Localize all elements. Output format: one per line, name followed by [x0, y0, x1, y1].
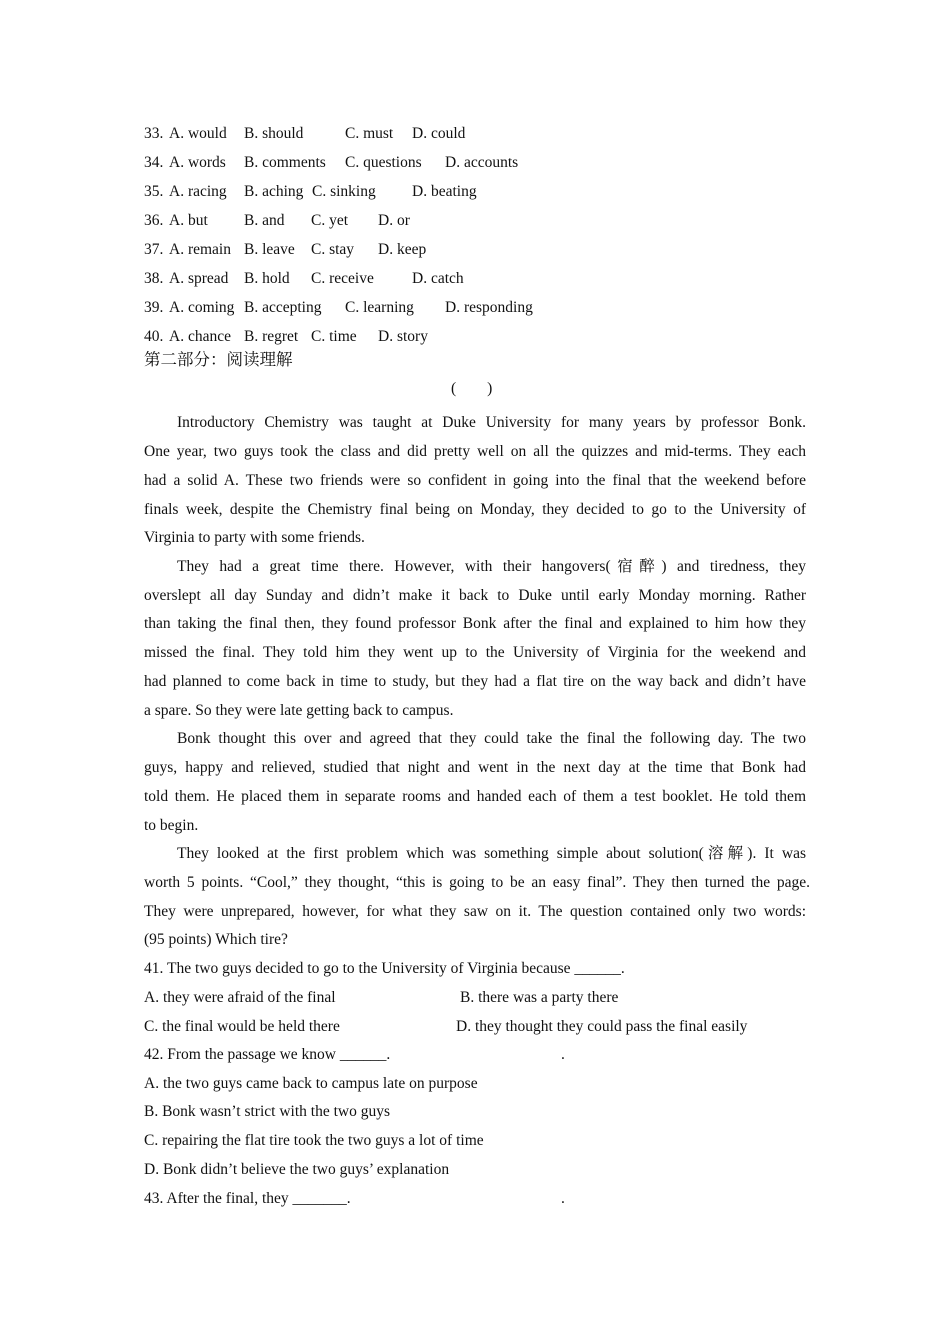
- choice-b: B. aching: [244, 183, 304, 200]
- passage-line: finals week, despite the Chemistry final being on Monday, they decided to go to the University of: [144, 501, 806, 518]
- passage-line: (95 points) Which tire?: [144, 931, 288, 948]
- choice-b: B. and: [244, 212, 285, 229]
- passage-line: They had a great time there. However, with their hangovers(宿醉) and tiredness, they: [177, 558, 806, 575]
- question-stem: 41. The two guys decided to go to the University of Virginia because ______.: [144, 960, 625, 977]
- passage-line: told them. He placed them in separate rooms and handed each of them a test booklet. He told them: [144, 788, 806, 805]
- choice-b: B. hold: [244, 270, 290, 287]
- passage-line: One year, two guys took the class and did pretty well on all the quizzes and mid-terms. They each: [144, 443, 806, 460]
- passage-line: overslept all day Sunday and didn’t make it back to Duke until early Monday morning. Rather: [144, 587, 806, 604]
- choice-d: D. accounts: [445, 154, 519, 171]
- choice-a: A. coming: [169, 299, 235, 316]
- choice-c: C. yet: [311, 212, 349, 229]
- choice-a: A. the two guys came back to campus late on purpose: [144, 1075, 478, 1092]
- choice-d: D. beating: [412, 183, 477, 200]
- choice-b: B. Bonk wasn’t strict with the two guys: [144, 1103, 390, 1120]
- choice-c: C. receive: [311, 270, 374, 287]
- question-number: 40.: [144, 328, 164, 345]
- passage-line: had planned to come back in time to study, but they had a flat tire on the way back and didn’t have: [144, 673, 806, 690]
- choice-b: B. should: [244, 125, 304, 142]
- choice-c: C. the final would be held there: [144, 1018, 340, 1035]
- question-number: 36.: [144, 212, 164, 229]
- choice-b: B. comments: [244, 154, 326, 171]
- choice-c: C. questions: [345, 154, 422, 171]
- passage-line: worth 5 points. “Cool,” they thought, “this is going to be an easy final”. They then turned the page.: [144, 874, 810, 891]
- passage-line: than taking the final then, they found professor Bonk after the final and explained to him how they: [144, 615, 806, 632]
- passage-line: guys, happy and relieved, studied that night and went in the next day at the time that Bonk had: [144, 759, 806, 776]
- choice-a: A. they were afraid of the final: [144, 989, 336, 1006]
- choice-c: C. learning: [345, 299, 414, 316]
- choice-c: C. time: [311, 328, 357, 345]
- passage-marker: ( ): [451, 380, 493, 397]
- question-number: 37.: [144, 241, 164, 258]
- passage-line: They were unprepared, however, for what they saw on it. The question contained only two words:: [144, 903, 806, 920]
- choice-a: A. spread: [169, 270, 229, 287]
- trailing-dot: .: [561, 1046, 565, 1063]
- choice-c: C. repairing the flat tire took the two guys a lot of time: [144, 1132, 484, 1149]
- choice-a: A. would: [169, 125, 227, 142]
- choice-c: C. sinking: [312, 183, 376, 200]
- choice-a: A. words: [169, 154, 226, 171]
- passage-line: had a solid A. These two friends were so confident in going into the final that the weekend before: [144, 472, 806, 489]
- choice-a: A. but: [169, 212, 208, 229]
- question-stem: 43. After the final, they _______.: [144, 1190, 351, 1207]
- choice-a: A. chance: [169, 328, 231, 345]
- choice-c: C. stay: [311, 241, 355, 258]
- choice-d: D. or: [378, 212, 410, 229]
- choice-d: D. story: [378, 328, 428, 345]
- section-heading: 第二部分：阅读理解: [144, 350, 293, 369]
- question-number: 39.: [144, 299, 164, 316]
- choice-a: A. remain: [169, 241, 231, 258]
- passage-line: They looked at the first problem which was something simple about solution(溶解). It was: [177, 845, 806, 862]
- choice-d: D. catch: [412, 270, 464, 287]
- choice-c: C. must: [345, 125, 394, 142]
- passage-line: missed the final. They told him they went up to the University of Virginia for the weekend and: [144, 644, 806, 661]
- passage-line: Introductory Chemistry was taught at Duke University for many years by professor Bonk.: [177, 414, 806, 431]
- choice-b: B. accepting: [244, 299, 322, 316]
- question-number: 38.: [144, 270, 164, 287]
- choice-b: B. leave: [244, 241, 295, 258]
- passage-line: to begin.: [144, 817, 199, 834]
- choice-d: D. Bonk didn’t believe the two guys’ explanation: [144, 1161, 450, 1178]
- passage-line: Virginia to party with some friends.: [144, 529, 365, 546]
- trailing-dot: .: [561, 1190, 565, 1207]
- question-number: 35.: [144, 183, 164, 200]
- question-stem: 42. From the passage we know ______.: [144, 1046, 391, 1063]
- question-number: 33.: [144, 125, 164, 142]
- choice-d: D. responding: [445, 299, 533, 316]
- question-number: 34.: [144, 154, 164, 171]
- choice-b: B. there was a party there: [460, 989, 619, 1006]
- passage-line: Bonk thought this over and agreed that they could take the final the following day. The two: [177, 730, 806, 747]
- choice-d: D. keep: [378, 241, 427, 258]
- passage-line: a spare. So they were late getting back to campus.: [144, 702, 454, 719]
- choice-d: D. they thought they could pass the final easily: [456, 1018, 748, 1035]
- choice-d: D. could: [412, 125, 466, 142]
- choice-b: B. regret: [244, 328, 299, 345]
- choice-a: A. racing: [169, 183, 227, 200]
